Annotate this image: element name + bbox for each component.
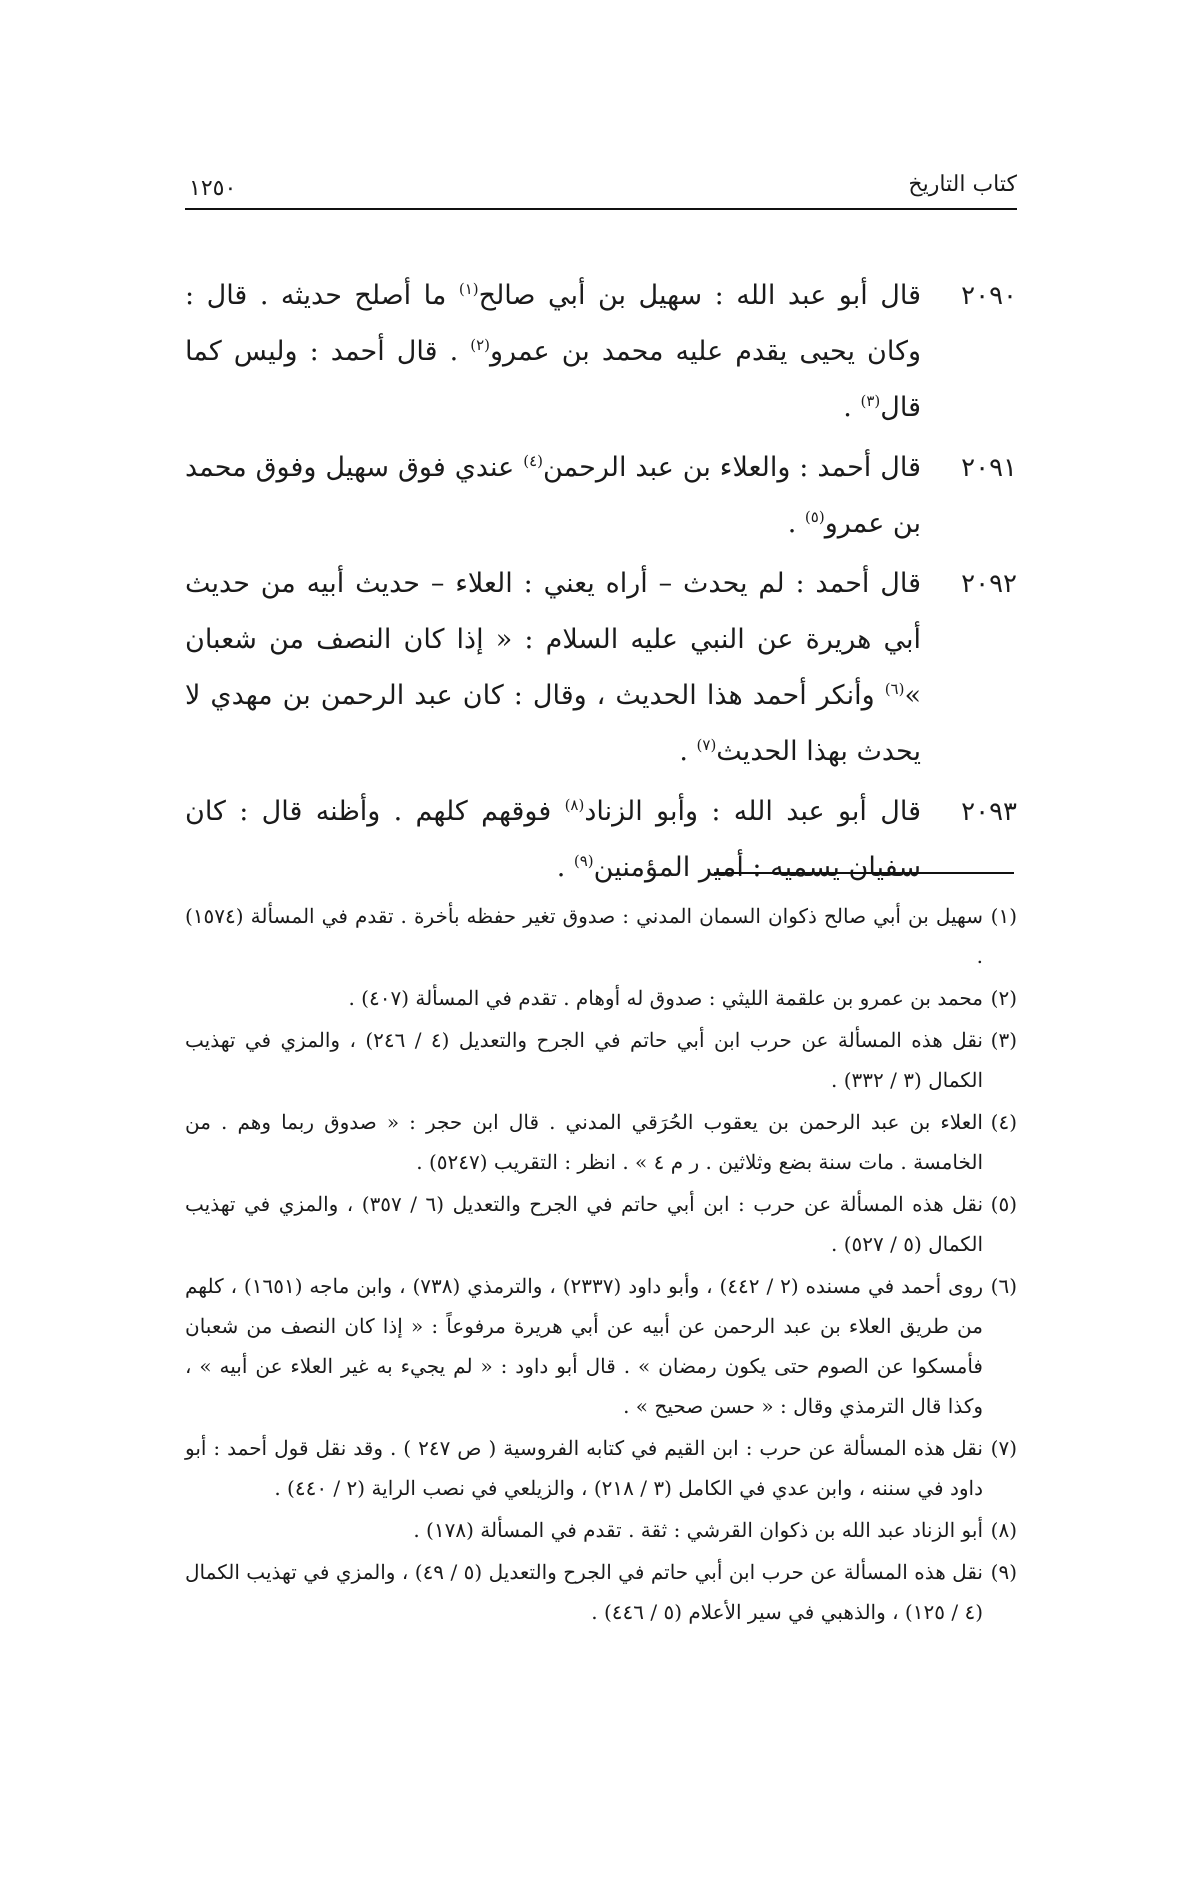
footnote-text: نقل هذه المسألة عن حرب : ابن أبي حاتم في الجرح والتعديل (٦ / ٣٥٧) ، والمزي في تهذيب الكمال (٥ / ٥٢٧) . <box>185 1192 984 1256</box>
entry <box>185 440 1017 552</box>
footnote-marker: (٩) <box>990 1560 1017 1584</box>
footnote-marker: (٨) <box>990 1518 1017 1542</box>
footnote-text: محمد بن عمرو بن علقمة الليثي : صدوق له أوهام . تقدم في المسألة (٤٠٧) . <box>348 986 983 1010</box>
footnote-text: روى أحمد في مسنده (٢ / ٤٤٢) ، وأبو داود (٢٣٣٧) ، والترمذي (٧٣٨) ، وابن ماجه (١٦٥١) ، كلهم من طريق العلاء بن عبد الرحمن عن أبيه عن أبي هريرة مرفوعاً : « إذا كان النصف من شعبان فأمسكوا عن الصوم حتى يكون رمضان » . قال أبو داود : « لم يجيء به غير العلاء عن أبيه » ، وكذا قال الترمذي وقال : « حسن صحيح » . <box>185 1274 983 1418</box>
footnote-text: نقل هذه المسألة عن حرب : ابن القيم في كتابه الفروسية ( ص ٢٤٧ ) . وقد نقل قول أحمد : أبو داود في سننه ، وابن عدي في الكامل (٣ / ٢١٨) ، والزيلعي في نصب الراية (٢ / ٤٤٠) . <box>185 1436 983 1500</box>
footnote-marker: (١) <box>990 904 1017 928</box>
footnote-marker: (٧) <box>990 1436 1017 1460</box>
footnote-ref: (٧) <box>696 736 717 754</box>
book-title: كتاب التاريخ <box>908 172 1017 197</box>
entry-text: قال أحمد : لم يحدث – أراه يعني : العلاء – حديث أبيه من حديث أبي هريرة عن النبي عليه السلام : « إذا كان النصف من شعبان »$^{(٦)}$ وأنكر أحمد هذا الحديث ، وقال : كان عبد الرحمن بن مهدي لا يحدث بهذا الحديث$^{(٧)}$ . <box>185 568 921 767</box>
footnote-text: نقل هذه المسألة عن حرب ابن أبي حاتم في الجرح والتعديل (٥ / ٤٩) ، والمزي في تهذيب الكمال (٤ / ١٢٥) ، والذهبي في سير الأعلام (٥ / ٤٤٦) . <box>185 1560 983 1624</box>
entry-number: ٢٠٩٠ <box>961 281 1017 311</box>
footnote-marker: (٥) <box>990 1192 1017 1216</box>
footnote-ref: (٩) <box>573 852 594 870</box>
main-text <box>185 268 1017 900</box>
footnote <box>185 1184 1017 1264</box>
entry-text: قال أحمد : والعلاء بن عبد الرحمن$^{(٤)}$ عندي فوق سهيل وفوق محمد بن عمرو$^{(٥)}$ . <box>185 452 921 539</box>
footnotes <box>185 896 1017 1634</box>
footnote-marker: (٦) <box>990 1274 1017 1298</box>
footnote <box>185 1552 1017 1632</box>
entry-text: قال أبو عبد الله : سهيل بن أبي صالح$^{(١)}$ ما أصلح حديثه . قال : وكان يحيى يقدم عليه محمد بن عمرو$^{(٢)}$ . قال أحمد : وليس كما قال$^{(٣)}$ . <box>185 280 921 423</box>
footnote-ref: (٨) <box>564 796 585 814</box>
entry-number: ٢٠٩١ <box>961 453 1017 483</box>
entry <box>185 784 1017 896</box>
footnote-ref: (٤) <box>523 452 543 470</box>
footnote <box>185 1102 1017 1182</box>
footnote-marker: (٤) <box>990 1110 1017 1134</box>
entry <box>185 268 1017 436</box>
footnote-text: سهيل بن أبي صالح ذكوان السمان المدني : صدوق تغير حفظه بأخرة . تقدم في المسألة (١٥٧٤) . <box>185 904 983 968</box>
footnote <box>185 1428 1017 1508</box>
footnote <box>185 978 1017 1018</box>
entry-number: ٢٠٩٣ <box>961 797 1017 827</box>
footnote-ref: (٦) <box>884 680 905 698</box>
footnote-marker: (٢) <box>990 986 1017 1010</box>
page-header <box>185 168 1017 210</box>
footnote-ref: (٢) <box>470 336 491 354</box>
entry-number: ٢٠٩٢ <box>961 569 1017 599</box>
footnote-text: نقل هذه المسألة عن حرب ابن أبي حاتم في الجرح والتعديل (٤ / ٢٤٦) ، والمزي في تهذيب الكمال (٣ / ٣٣٢) . <box>185 1028 983 1092</box>
footnote-text: أبو الزناد عبد الله بن ذكوان القرشي : ثقة . تقدم في المسألة (١٧٨) . <box>413 1518 983 1542</box>
footnote-marker: (٣) <box>990 1028 1017 1052</box>
footnote <box>185 896 1017 976</box>
footnote <box>185 1020 1017 1100</box>
footnote <box>185 1266 1017 1426</box>
entry-text: قال أبو عبد الله : وأبو الزناد$^{(٨)}$ فوقهم كلهم . وأظنه قال : كان سفيان يسميه : أمير المؤمنين$^{(٩)}$ . <box>185 796 921 883</box>
page-number: ١٢٥٠ <box>189 176 237 201</box>
footnote-ref: (١) <box>458 280 479 298</box>
footnote-ref: (٣) <box>860 392 881 410</box>
footnote-ref: (٥) <box>804 508 825 526</box>
entry <box>185 556 1017 780</box>
footnote <box>185 1510 1017 1550</box>
footnote-text: العلاء بن عبد الرحمن بن يعقوب الحُرَقي المدني . قال ابن حجر : « صدوق ربما وهم . من الخامسة . مات سنة بضع وثلاثين . ر م ٤ » . انظر : التقريب (٥٢٤٧) . <box>185 1110 983 1174</box>
footnote-separator <box>714 872 1014 874</box>
